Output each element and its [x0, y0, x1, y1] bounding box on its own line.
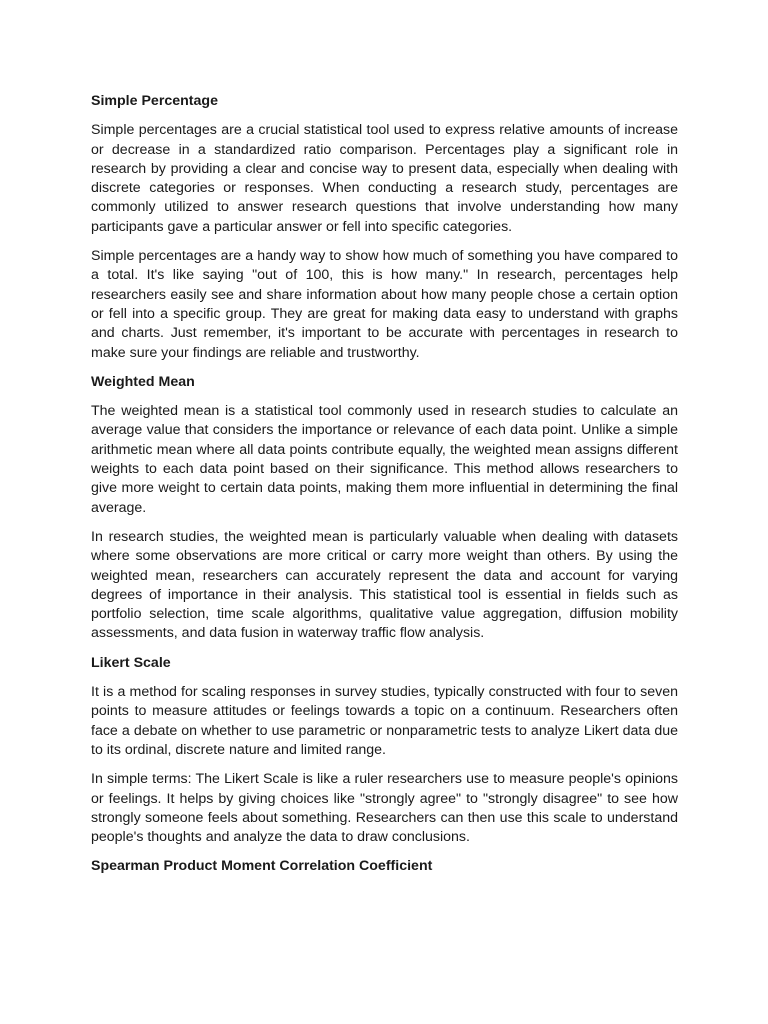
- paragraph: Simple percentages are a crucial statistical tool used to express relative amounts of increase or decrease in a standardized ratio comparison. Percentages play a significant role in research by providing a clear and concise way to present data, especially when dealing with discrete categories or responses. When conducting a research study, percentages are commonly utilized to answer research questions that involve understanding how many participants gave a particular answer or fell into specific categories.: [91, 122, 678, 235]
- section-heading: Weighted Mean: [91, 373, 195, 390]
- section-spearman: [91, 857, 678, 876]
- section-heading: Likert Scale: [91, 654, 171, 671]
- section-weighted-mean: [91, 373, 678, 644]
- paragraph: Simple percentages are a handy way to show how much of something you have compared to a total. It's like saying "out of 100, this is how many." In research, percentages help researchers easily see and share information about how many people chose a certain option or fell into a specific group. They are great for making data easy to understand with graphs and charts. Just remember, it's important to be accurate with percentages in research to make sure your findings are reliable and trustworthy.: [91, 248, 678, 361]
- paragraph: In research studies, the weighted mean is particularly valuable when dealing with datasets where some observations are more critical or carry more weight than others. By using the weighted mean, researchers can accurately represent the data and account for varying degrees of importance in their analysis. This statistical tool is essential in fields such as portfolio selection, time scale algorithms, qualitative value aggregation, diffusion mobility assessments, and data fusion in waterway traffic flow analysis.: [91, 528, 678, 642]
- paragraph: It is a method for scaling responses in survey studies, typically constructed with four to seven points to measure attitudes or feelings towards a topic on a continuum. Researchers often face a debate on whether to use parametric or nonparametric tests to analyze Likert data due to its ordinal, discrete nature and limited range.: [91, 684, 678, 758]
- paragraph: The weighted mean is a statistical tool commonly used in research studies to calculate an average value that considers the importance or relevance of each data point. Unlike a simple arithmetic mean where all data points contribute equally, the weighted mean assigns different weights to each data point based on their significance. This method allows researchers to give more weight to certain data points, making them more influential in determining the final average.: [91, 403, 678, 516]
- section-heading: Spearman Product Moment Correlation Coefficient: [91, 858, 433, 875]
- section-simple-percentage: [91, 92, 678, 363]
- document-page: [91, 92, 678, 887]
- section-likert-scale: [91, 654, 678, 848]
- paragraph: In simple terms: The Likert Scale is like a ruler researchers use to measure people's opinions or feelings. It helps by giving choices like "strongly agree" to "strongly disagree" to see how strongly someone feels about something. Researchers can then use this scale to understand people's thoughts and analyze the data to draw conclusions.: [91, 771, 678, 846]
- section-heading: Simple Percentage: [91, 93, 218, 109]
